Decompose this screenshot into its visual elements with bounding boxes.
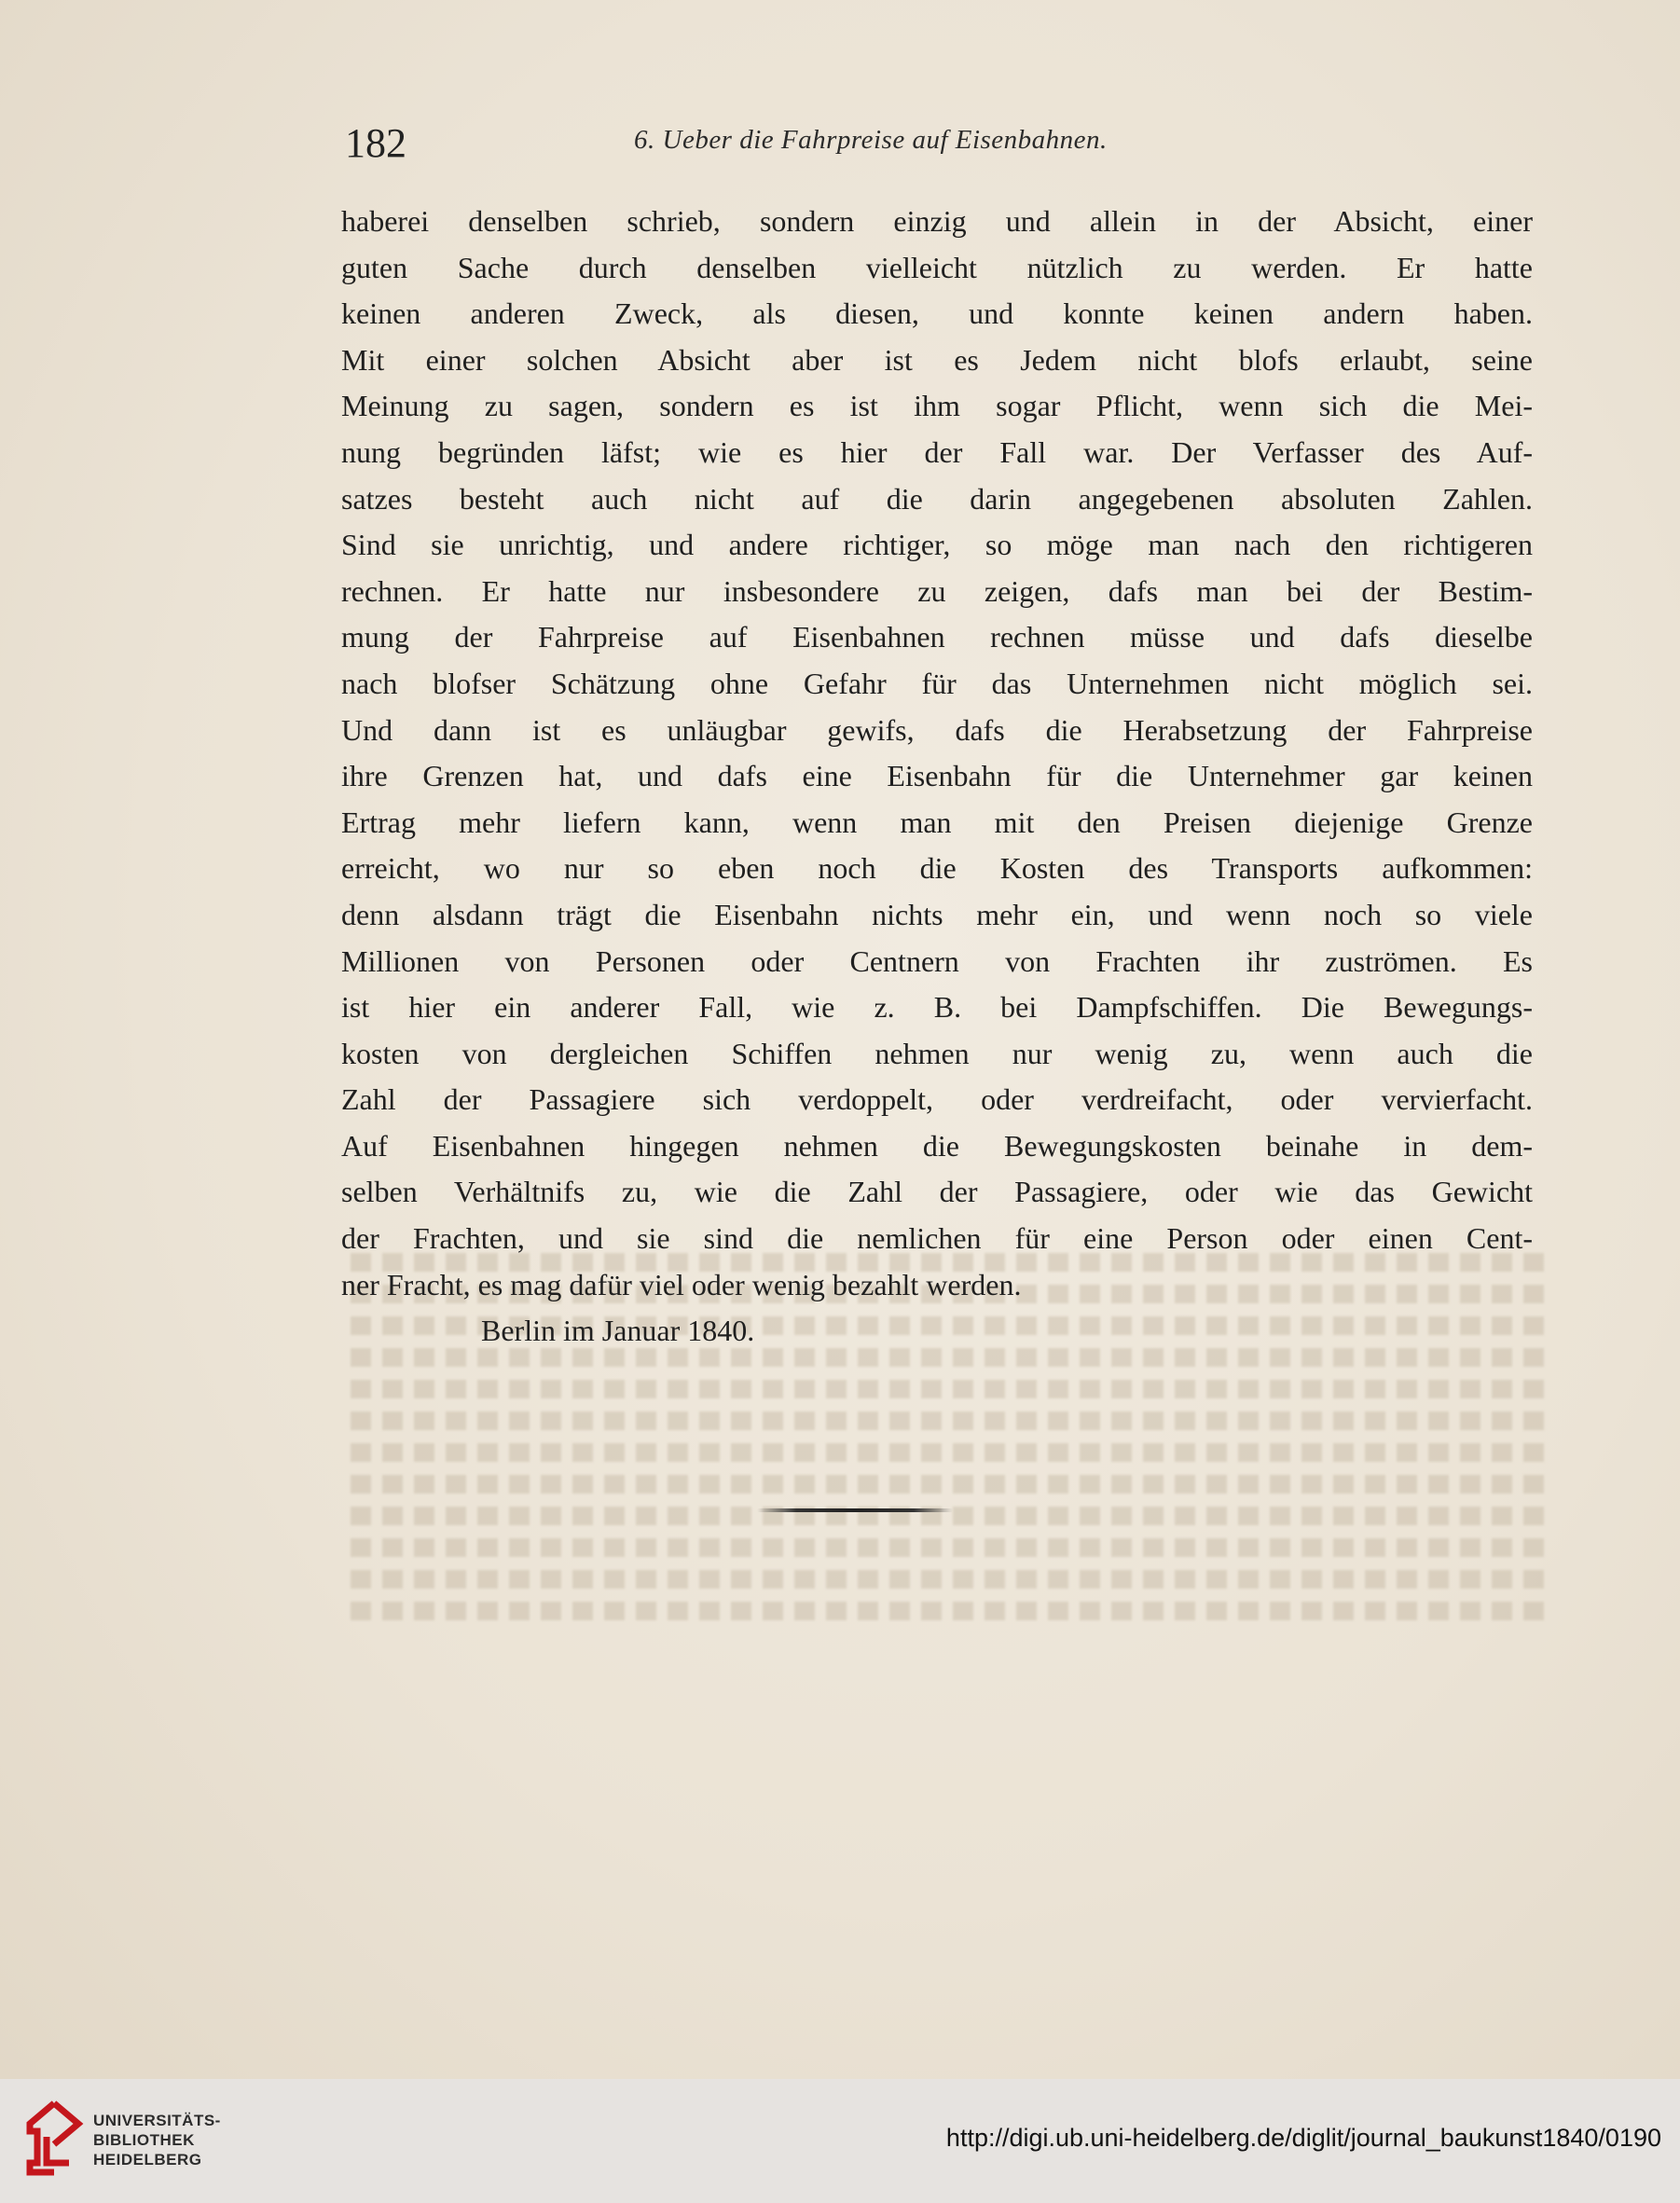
library-name-line: HEIDELBERG	[93, 2151, 202, 2169]
text-line: Sind sie unrichtig, und andere richtiger, so möge man nach den richtigeren	[341, 528, 1533, 562]
text-line: Mit einer solchen Absicht aber ist es Jedem nicht blofs erlaubt, seine	[341, 342, 1533, 377]
text-line: haberei denselben schrieb, sondern einzig und allein in der Absicht, einer	[341, 204, 1533, 238]
signature-line: Berlin im Januar 1840.	[481, 1314, 755, 1348]
footer-bar	[0, 2079, 1680, 2203]
running-head: 6. Ueber die Fahrpreise auf Eisenbahnen.	[634, 125, 1108, 155]
text-line: rechnen. Er hatte nur insbesondere zu zeigen, dafs man bei der Bestim-	[341, 573, 1533, 608]
text-line: keinen anderen Zweck, als diesen, und konnte keinen andern haben.	[341, 296, 1533, 331]
text-line: nach blofser Schätzung ohne Gefahr für das Unternehmen nicht möglich sei.	[341, 666, 1533, 700]
text-line: erreicht, wo nur so eben noch die Kosten des Transports aufkommen:	[341, 851, 1533, 886]
text-line: guten Sache durch denselben vielleicht nützlich zu werden. Er hatte	[341, 250, 1533, 284]
text-line: Auf Eisenbahnen hingegen nehmen die Bewegungskosten beinahe in dem-	[341, 1128, 1533, 1163]
library-name-line: BIBLIOTHEK	[93, 2131, 195, 2149]
text-line: satzes besteht auch nicht auf die darin angegebenen absoluten Zahlen.	[341, 481, 1533, 516]
text-line: denn alsdann trägt die Eisenbahn nichts mehr ein, und wenn noch so viele	[341, 897, 1533, 931]
text-line: Ertrag mehr liefern kann, wenn man mit den Preisen diejenige Grenze	[341, 805, 1533, 839]
text-line: selben Verhältnifs zu, wie die Zahl der Passagiere, oder wie das Gewicht	[341, 1175, 1533, 1209]
library-name-line: UNIVERSITÄTS-	[93, 2112, 221, 2129]
text-line: Und dann ist es unläugbar gewifs, dafs die Herabsetzung der Fahrpreise	[341, 712, 1533, 747]
text-line: Meinung zu sagen, sondern es ist ihm sogar Pflicht, wenn sich die Mei-	[341, 389, 1533, 423]
library-logo-icon	[17, 2098, 91, 2182]
text-line: der Frachten, und sie sind die nemlichen für eine Person oder einen Cent-	[341, 1221, 1533, 1256]
text-line: nung begründen läfst; wie es hier der Fall war. Der Verfasser des Auf-	[341, 434, 1533, 469]
text-line: ist hier ein anderer Fall, wie z. B. bei Dampfschiffen. Die Bewegungs-	[341, 990, 1533, 1025]
end-rule-divider	[757, 1508, 953, 1512]
permalink-url[interactable]: http://digi.ub.uni-heidelberg.de/diglit/journal_baukunst1840/0190	[945, 2124, 1661, 2152]
library-name	[93, 2111, 221, 2169]
text-line: Millionen von Personen oder Centnern von Frachten ihr zuströmen. Es	[341, 943, 1533, 978]
page-header	[345, 119, 1538, 175]
text-line: ner Fracht, es mag dafür viel oder wenig bezahlt werden.	[341, 1267, 1022, 1301]
text-line: Zahl der Passagiere sich verdoppelt, oder verdreifacht, oder vervierfacht.	[341, 1082, 1533, 1117]
text-line: ihre Grenzen hat, und dafs eine Eisenbahn für die Unternehmer gar keinen	[341, 759, 1533, 793]
article-body	[341, 199, 1533, 1355]
text-line: kosten von dergleichen Schiffen nehmen nur wenig zu, wenn auch die	[341, 1036, 1533, 1070]
text-line: mung der Fahrpreise auf Eisenbahnen rechnen müsse und dafs dieselbe	[341, 620, 1533, 654]
page-number: 182	[345, 120, 406, 166]
